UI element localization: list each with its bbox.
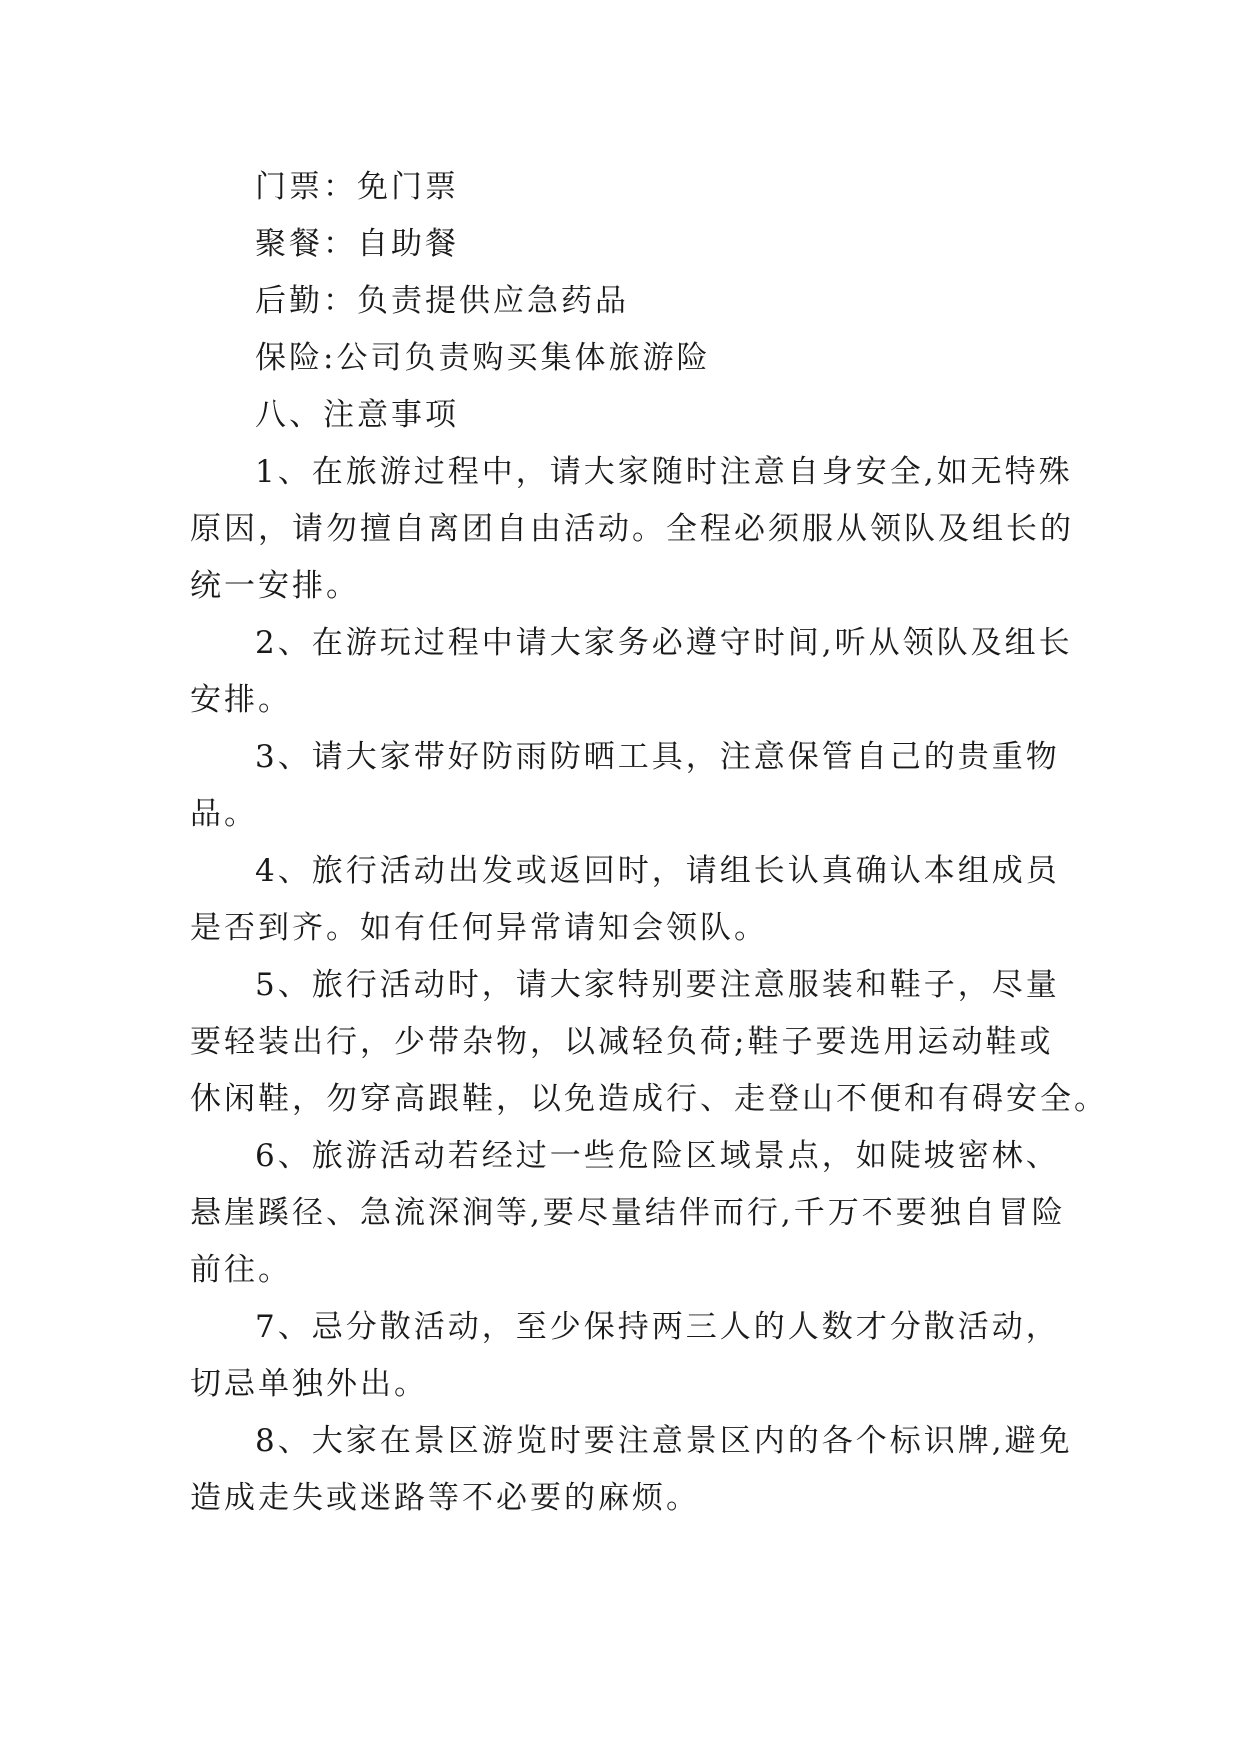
section-heading: 八、注意事项 [255, 397, 459, 433]
info-line-meal: 聚餐：自助餐 [255, 226, 459, 262]
item-2-line-2: 安排。 [190, 682, 292, 718]
item-8-line-1: 8、大家在景区游览时要注意景区内的各个标识牌,避免 [255, 1423, 1073, 1459]
item-4-line-2: 是否到齐。如有任何异常请知会领队。 [190, 910, 768, 946]
item-1-line-1: 1、在旅游过程中，请大家随时注意自身安全,如无特殊 [255, 454, 1073, 490]
item-5-line-2: 要轻装出行，少带杂物，以减轻负荷;鞋子要选用运动鞋或 [190, 1024, 1054, 1060]
info-line-logistics: 后勤：负责提供应急药品 [255, 283, 629, 319]
item-8-line-2: 造成走失或迷路等不必要的麻烦。 [190, 1480, 700, 1516]
item-7-line-1: 7、忌分散活动，至少保持两三人的人数才分散活动， [255, 1309, 1060, 1345]
info-line-insurance: 保险:公司负责购买集体旅游险 [255, 340, 711, 376]
item-5-line-3: 休闲鞋，勿穿高跟鞋，以免造成行、走登山不便和有碍安全。 [190, 1081, 1108, 1117]
item-6-line-1: 6、旅游活动若经过一些危险区域景点，如陡坡密林、 [255, 1138, 1060, 1174]
item-6-line-3: 前往。 [190, 1252, 292, 1288]
item-3-line-2: 品。 [190, 796, 258, 832]
info-line-ticket: 门票：免门票 [255, 169, 459, 205]
item-6-line-2: 悬崖蹊径、急流深涧等,要尽量结伴而行,千万不要独自冒险 [190, 1195, 1066, 1231]
item-1-line-2: 原因，请勿擅自离团自由活动。全程必须服从领队及组长的 [190, 511, 1074, 547]
item-1-line-3: 统一安排。 [190, 568, 360, 604]
item-7-line-2: 切忌单独外出。 [190, 1366, 428, 1402]
item-4-line-1: 4、旅行活动出发或返回时，请组长认真确认本组成员 [255, 853, 1060, 889]
item-3-line-1: 3、请大家带好防雨防晒工具，注意保管自己的贵重物 [255, 739, 1060, 775]
item-2-line-1: 2、在游玩过程中请大家务必遵守时间,听从领队及组长 [255, 625, 1073, 661]
item-5-line-1: 5、旅行活动时，请大家特别要注意服装和鞋子，尽量 [255, 967, 1060, 1003]
